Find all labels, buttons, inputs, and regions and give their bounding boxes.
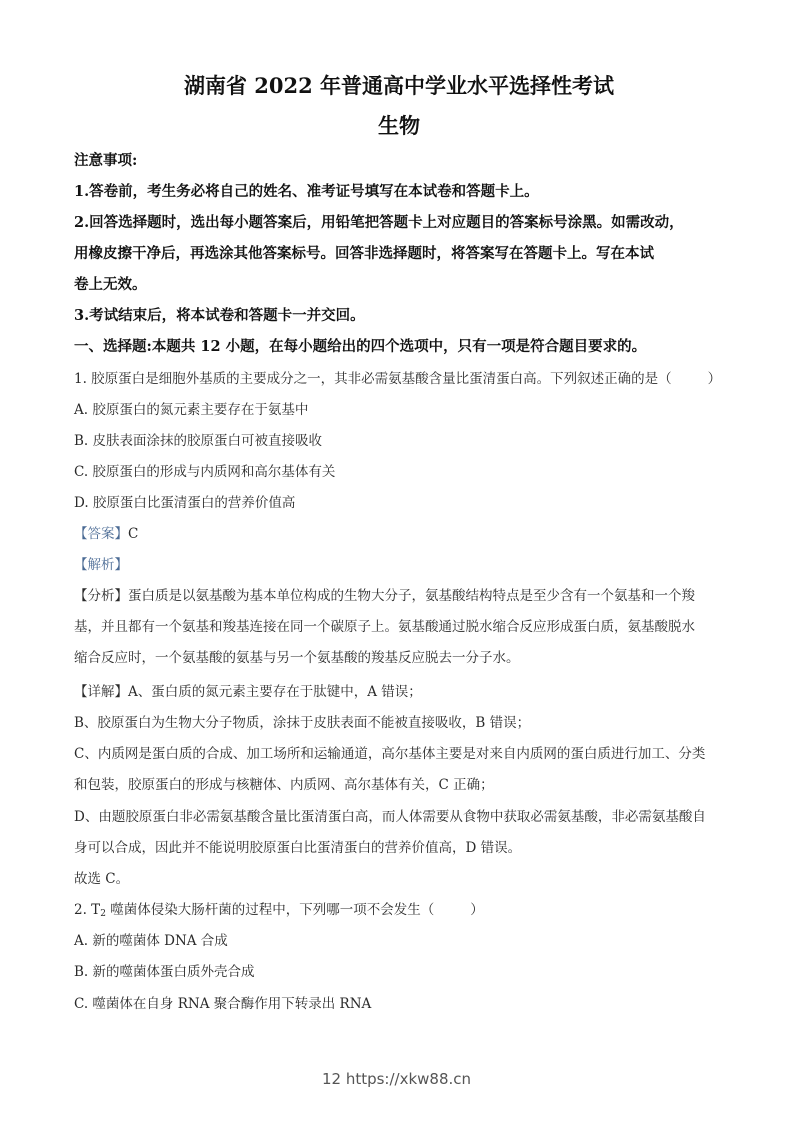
notice-heading: 注意事项: — [74, 152, 138, 169]
notice-item-2-end: 卷上无效。 — [74, 276, 147, 293]
q2-stem: 2. $T_2$ 噬菌体侵染大肠杆菌的过程中，下列哪一项不会发生（ ） — [74, 902, 484, 919]
analysis-label: 【解析】 — [74, 557, 128, 573]
section-heading: 一、选择题:本题共 12 小题，在每小题给出的四个选项中，只有一项是符合题目要求的。 — [74, 338, 647, 355]
exam-title: 湖南省 2022 年普通高中学业水平选择性考试 — [183, 73, 615, 98]
q2-option-b: B. 新的噬菌体蛋白质外壳合成 — [74, 964, 255, 980]
q2-option-c: C. 噬菌体在自身 RNA 聚合酶作用下转录出 RNA — [74, 996, 372, 1012]
q1-option-a: A. 胶原蛋白的氮元素主要存在于氨基中 — [74, 402, 309, 418]
notice-item-2: 2.回答选择题时，选出每小题答案后，用铅笔把答题卡上对应题目的答案标号涂黑。如需改动， — [74, 214, 684, 231]
fenxi-label: 【分析】 — [74, 588, 128, 604]
xiangjie-line-5: D、由题胶原蛋白非必需氨基酸含量比蛋清蛋白高，而人体需要从食物中获取必需氨基酸，非必需氨基酸自 — [74, 809, 706, 825]
q1-answer — [74, 525, 138, 543]
xiangjie-label: 【详解】 — [74, 684, 128, 700]
xiangjie-line-6: 身可以合成，因此并不能说明胶原蛋白比蛋清蛋白的营养价值高，D 错误。 — [74, 840, 522, 856]
fenxi-line-2: 基，并且都有一个氨基和羧基连接在同一个碳原子上。氨基酸通过脱水缩合反应形成蛋白质，氨基酸脱水 — [74, 619, 695, 635]
answer-value: C — [128, 526, 139, 542]
exam-subject: 生物 — [378, 113, 420, 138]
xiangjie-line-1: 【详解】A、蛋白质的氮元素主要存在于肽键中，A 错误； — [74, 684, 422, 700]
answer-label: 【答案】 — [74, 526, 128, 542]
xiangjie-line-4: 和包装，胶原蛋白的形成与核糖体、内质网、高尔基体有关，C 正确； — [74, 777, 494, 793]
q1-option-d: D. 胶原蛋白比蛋清蛋白的营养价值高 — [74, 495, 296, 511]
fenxi-line-1: 【分析】蛋白质是以氨基酸为基本单位构成的生物大分子，氨基酸结构特点是至少含有一个氨基和一个羧 — [74, 588, 695, 604]
notice-item-1: 1.答卷前，考生务必将自己的姓名、准考证号填写在本试卷和答题卡上。 — [74, 183, 539, 200]
notice-item-3: 3.考试结束后，将本试卷和答题卡一并交回。 — [74, 307, 365, 324]
fenxi-line-3: 缩合反应时，一个氨基酸的氨基与另一个氨基酸的羧基反应脱去一分子水。 — [74, 650, 520, 666]
notice-item-2-cont: 用橡皮擦干净后，再选涂其他答案标号。回答非选择题时，将答案写在答题卡上。写在本试 — [74, 245, 654, 262]
q1-option-b: B. 皮肤表面涂抹的胶原蛋白可被直接吸收 — [74, 433, 323, 449]
q1-stem: 1. 胶原蛋白是细胞外基质的主要成分之一，其非必需氨基酸含量比蛋清蛋白高。下列叙述正确的是（ ） — [74, 371, 722, 387]
q2-option-a: A. 新的噬菌体 DNA 合成 — [74, 933, 228, 949]
xiangjie-line-3: C、内质网是蛋白质的合成、加工场所和运输通道，高尔基体主要是对来自内质网的蛋白质进行加工、分类 — [74, 746, 706, 762]
q1-option-c: C. 胶原蛋白的形成与内质网和高尔基体有关 — [74, 464, 336, 480]
page-footer: 12 https://xkw88.cn — [321, 1070, 472, 1088]
xiangjie-line-2: B、胶原蛋白为生物大分子物质，涂抹于皮肤表面不能被直接吸收，B 错误； — [74, 715, 531, 731]
q1-conclusion: 故选 C。 — [74, 871, 130, 887]
